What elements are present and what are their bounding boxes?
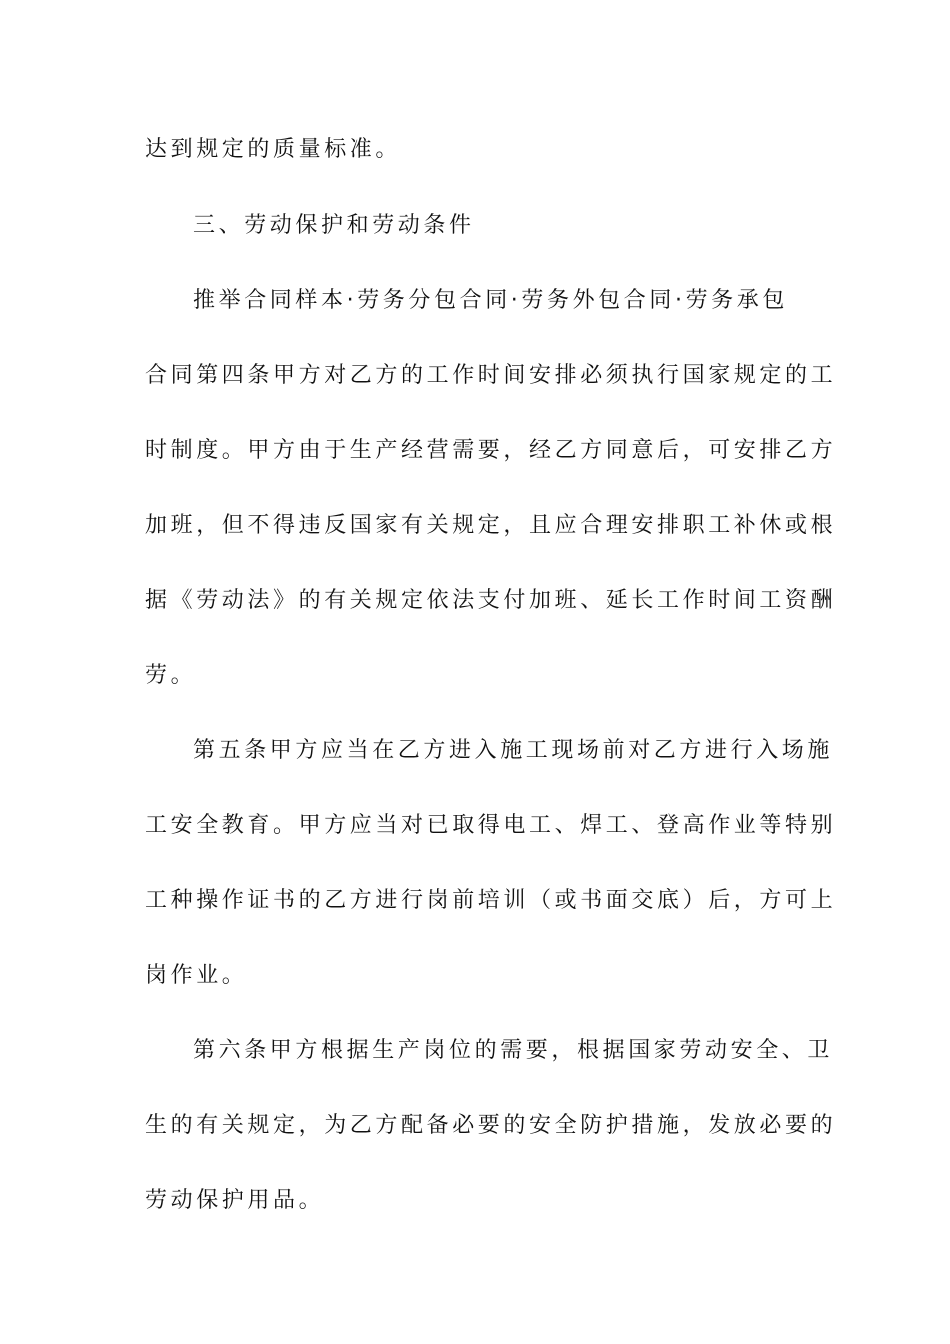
text-line: 第六条甲方根据生产岗位的需要，根据国家劳动安全、卫 [193, 1038, 834, 1063]
text-line: 工种操作证书的乙方进行岗前培训（或书面交底）后，方可上 [145, 888, 837, 913]
text-line: 达到规定的质量标准。 [145, 137, 402, 162]
text-line: 据《劳动法》的有关规定依法支付加班、延长工作时间工资酬 [145, 588, 837, 613]
text-line: 合同第四条甲方对乙方的工作时间安排必须执行国家规定的工 [145, 363, 837, 388]
text-line: 工安全教育。甲方应当对已取得电工、焊工、登高作业等特别 [145, 813, 837, 838]
text-line: 时制度。甲方由于生产经营需要，经乙方同意后，可安排乙方 [145, 438, 837, 463]
text-line: 第五条甲方应当在乙方进入施工现场前对乙方进行入场施 [193, 738, 834, 763]
text-line: 生的有关规定，为乙方配备必要的安全防护措施，发放必要的 [145, 1113, 837, 1138]
text-line: 劳动保护用品。 [145, 1188, 325, 1213]
section-heading: 三、劳动保护和劳动条件 [193, 213, 475, 238]
text-line: 劳。 [145, 663, 197, 688]
text-line: 岗作业。 [145, 963, 248, 988]
text-line: 推举合同样本·劳务分包合同·劳务外包合同·劳务承包 [193, 288, 788, 313]
text-line: 加班，但不得违反国家有关规定，且应合理安排职工补休或根 [145, 513, 837, 538]
